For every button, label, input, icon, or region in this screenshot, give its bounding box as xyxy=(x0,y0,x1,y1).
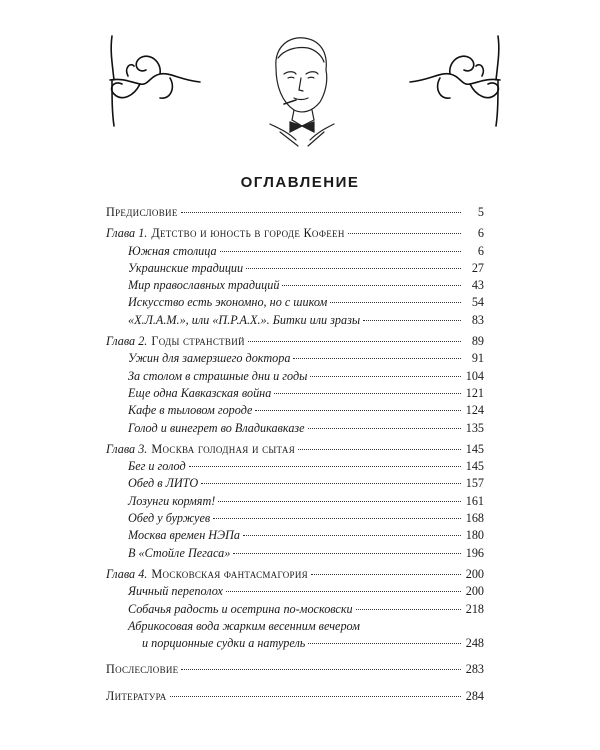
toc-page-number: 196 xyxy=(465,545,484,560)
chapter-prefix: Глава 4. xyxy=(106,566,148,581)
toc-section[interactable] xyxy=(106,510,484,527)
toc-section[interactable] xyxy=(106,527,484,544)
toc-page-number: 168 xyxy=(465,511,484,526)
toc-section[interactable] xyxy=(106,545,484,562)
section-title: В «Стойле Пегаса» xyxy=(128,545,231,560)
toc-entry-preface[interactable] xyxy=(106,204,484,221)
section-title: Украинские традиции xyxy=(128,260,244,275)
toc-page-number: 180 xyxy=(465,528,484,543)
toc-page-number: 5 xyxy=(477,205,484,219)
toc-chapter-2[interactable] xyxy=(106,333,484,350)
toc-page-number: 121 xyxy=(465,385,484,400)
toc-section[interactable] xyxy=(106,420,484,437)
dot-leader xyxy=(213,517,461,519)
toc-page-number: 89 xyxy=(471,334,484,349)
section-title: Искусство есть экономно, но с шиком xyxy=(128,295,328,310)
dot-leader xyxy=(255,409,461,411)
toc-page-number: 124 xyxy=(465,403,484,418)
dot-leader xyxy=(348,232,461,234)
toc-section[interactable] xyxy=(106,385,484,402)
section-title: Яичный переполох xyxy=(128,584,223,599)
dot-leader xyxy=(170,695,461,697)
dot-leader xyxy=(189,465,461,467)
toc-section[interactable] xyxy=(106,294,484,311)
toc-entry-title: Литература xyxy=(106,688,167,703)
dot-leader xyxy=(218,500,461,502)
dot-leader xyxy=(226,590,461,592)
section-title-line-1: Абрикосовая вода жарким весенним вечером xyxy=(128,618,360,633)
toc-section[interactable] xyxy=(106,368,484,385)
section-title: Бег и голод xyxy=(128,459,186,474)
section-title: Южная столица xyxy=(128,243,217,258)
dot-leader xyxy=(181,668,461,670)
toc-chapter-4[interactable] xyxy=(106,566,484,583)
toc-page-number: 145 xyxy=(465,441,484,456)
dot-leader xyxy=(363,319,461,321)
right-flourish-ornament xyxy=(400,22,510,132)
toc-entry-afterword[interactable] xyxy=(106,661,484,678)
toc-section[interactable] xyxy=(106,260,484,277)
toc-page-number: 161 xyxy=(465,493,484,508)
dot-leader xyxy=(330,301,461,303)
chapter-title: Московская фантасмагория xyxy=(151,566,308,581)
dot-leader xyxy=(308,642,461,644)
chapter-title: Москва голодная и сытая xyxy=(151,441,296,456)
toc-page-number: 54 xyxy=(471,295,484,310)
toc-section[interactable] xyxy=(106,475,484,492)
dot-leader xyxy=(233,552,461,554)
toc-page-number: 200 xyxy=(465,584,484,599)
toc-page-number: 135 xyxy=(465,420,484,435)
section-title-line-2: и порционные судки а натурель xyxy=(142,636,306,651)
chapter-prefix: Глава 3. xyxy=(106,441,148,456)
toc-section[interactable] xyxy=(106,402,484,419)
toc-entry-bibliography[interactable] xyxy=(106,688,484,705)
section-title: Еще одна Кавказская война xyxy=(128,385,272,400)
dot-leader xyxy=(243,534,461,536)
section-title: Голод и винегрет во Владикавказе xyxy=(128,420,305,435)
toc-section[interactable] xyxy=(106,277,484,294)
section-title: Москва времен НЭПа xyxy=(128,528,240,543)
dot-leader xyxy=(311,573,461,575)
section-title: Собачья радость и осетрина по-московски xyxy=(128,601,353,616)
dot-leader xyxy=(310,375,461,377)
chapter-title: Детство и юность в городе Кофеен xyxy=(151,226,345,241)
toc-section[interactable] xyxy=(106,350,484,367)
chapter-title: Годы странствий xyxy=(151,334,245,349)
author-portrait-sketch xyxy=(250,28,350,148)
toc-page-number: 218 xyxy=(465,601,484,616)
dot-leader xyxy=(298,448,461,450)
section-title: Обед в ЛИТО xyxy=(128,476,199,491)
toc-section[interactable] xyxy=(106,601,484,618)
chapter-prefix: Глава 1. xyxy=(106,226,148,241)
toc-section[interactable] xyxy=(106,312,484,329)
dot-leader xyxy=(293,357,461,359)
dot-leader xyxy=(181,211,461,213)
dot-leader xyxy=(246,267,461,269)
dot-leader xyxy=(274,392,461,394)
toc-section-multiline[interactable] xyxy=(106,618,484,653)
toc-section[interactable] xyxy=(106,583,484,600)
dot-leader xyxy=(282,284,461,286)
dot-leader xyxy=(308,427,461,429)
dot-leader xyxy=(356,608,461,610)
dot-leader xyxy=(220,250,461,252)
left-flourish-ornament xyxy=(100,22,210,132)
toc-page-number: 6 xyxy=(477,243,484,258)
chapter-prefix: Глава 2. xyxy=(106,334,148,349)
toc-page-number: 91 xyxy=(471,351,484,366)
toc-chapter-1[interactable] xyxy=(106,225,484,242)
toc-section[interactable] xyxy=(106,243,484,260)
toc-page-number: 283 xyxy=(465,662,484,677)
toc-chapter-3[interactable] xyxy=(106,441,484,458)
toc-page-number: 248 xyxy=(465,636,484,651)
section-title: «Х.Л.А.М.», или «П.Р.А.Х.». Битки или зразы xyxy=(128,312,361,327)
page-header xyxy=(0,0,600,160)
section-title: За столом в страшные дни и годы xyxy=(128,368,308,383)
section-title: Кафе в тыловом городе xyxy=(128,403,253,418)
section-title: Мир православных традиций xyxy=(128,278,280,293)
toc-page-number: 27 xyxy=(471,260,484,275)
page-title: ОГЛАВЛЕНИЕ xyxy=(240,174,360,191)
dot-leader xyxy=(201,482,461,484)
toc-entry-title: Послесловие xyxy=(106,662,179,677)
section-title: Лозунги кормят! xyxy=(128,493,216,508)
section-title: Ужин для замерзшего доктора xyxy=(128,351,291,366)
dot-leader xyxy=(248,340,461,342)
toc-page-number: 43 xyxy=(471,278,484,293)
table-of-contents xyxy=(106,204,484,705)
toc-page-number: 284 xyxy=(465,688,484,703)
toc-page-number: 104 xyxy=(465,368,484,383)
toc-page-number: 145 xyxy=(465,459,484,474)
toc-page-number: 6 xyxy=(477,226,484,241)
section-title: Обед у буржуев xyxy=(128,511,211,526)
toc-page-number: 157 xyxy=(465,476,484,491)
toc-section[interactable] xyxy=(106,458,484,475)
toc-page-number: 83 xyxy=(471,312,484,327)
toc-entry-title: Предисловие xyxy=(106,205,178,219)
toc-page-number: 200 xyxy=(465,566,484,581)
toc-section[interactable] xyxy=(106,493,484,510)
